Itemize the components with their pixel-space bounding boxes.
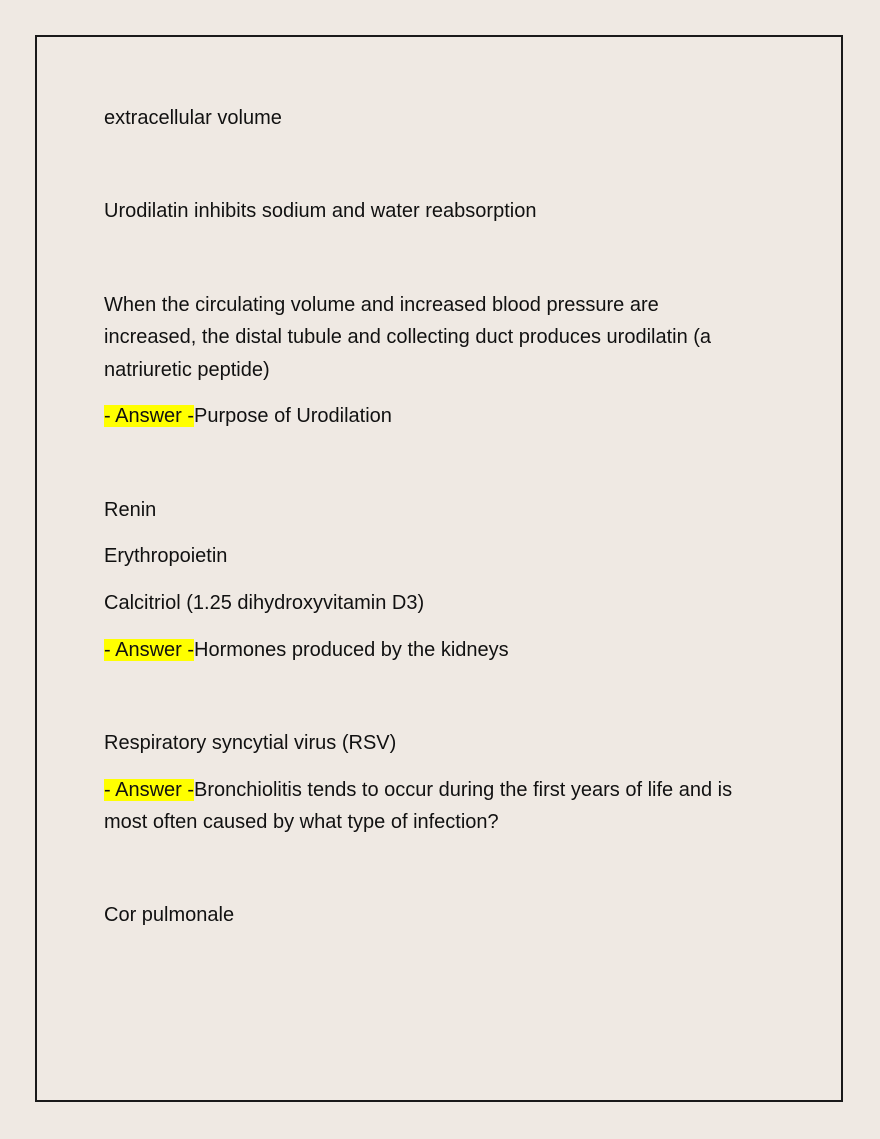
answer-text-continuation: most often caused by what type of infection?	[104, 811, 499, 833]
answer-highlight: - Answer -	[104, 779, 195, 801]
answer-line	[104, 774, 732, 806]
text-line: Urodilatin inhibits sodium and water reabsorption	[104, 200, 537, 222]
text-line: extracellular volume	[104, 107, 282, 129]
answer-line	[104, 634, 509, 666]
answer-highlight: - Answer -	[104, 639, 195, 661]
paragraph-line: When the circulating volume and increased blood pressure are	[104, 294, 659, 316]
paragraph-line: increased, the distal tubule and collecting duct produces urodilatin (a	[104, 326, 712, 348]
answer-highlight: - Answer -	[104, 405, 195, 427]
answer-text: Hormones produced by the kidneys	[194, 639, 509, 661]
list-item: Erythropoietin	[104, 545, 228, 567]
text-line: Cor pulmonale	[104, 904, 235, 926]
answer-text: Bronchiolitis tends to occur during the first years of life and is	[194, 779, 733, 801]
answer-line	[104, 400, 392, 432]
list-item: Renin	[104, 499, 157, 521]
paragraph-line: natriuretic peptide)	[104, 359, 270, 381]
text-line: Respiratory syncytial virus (RSV)	[104, 732, 397, 754]
list-item: Calcitriol (1.25 dihydroxyvitamin D3)	[104, 592, 425, 614]
answer-text: Purpose of Urodilation	[194, 405, 392, 427]
